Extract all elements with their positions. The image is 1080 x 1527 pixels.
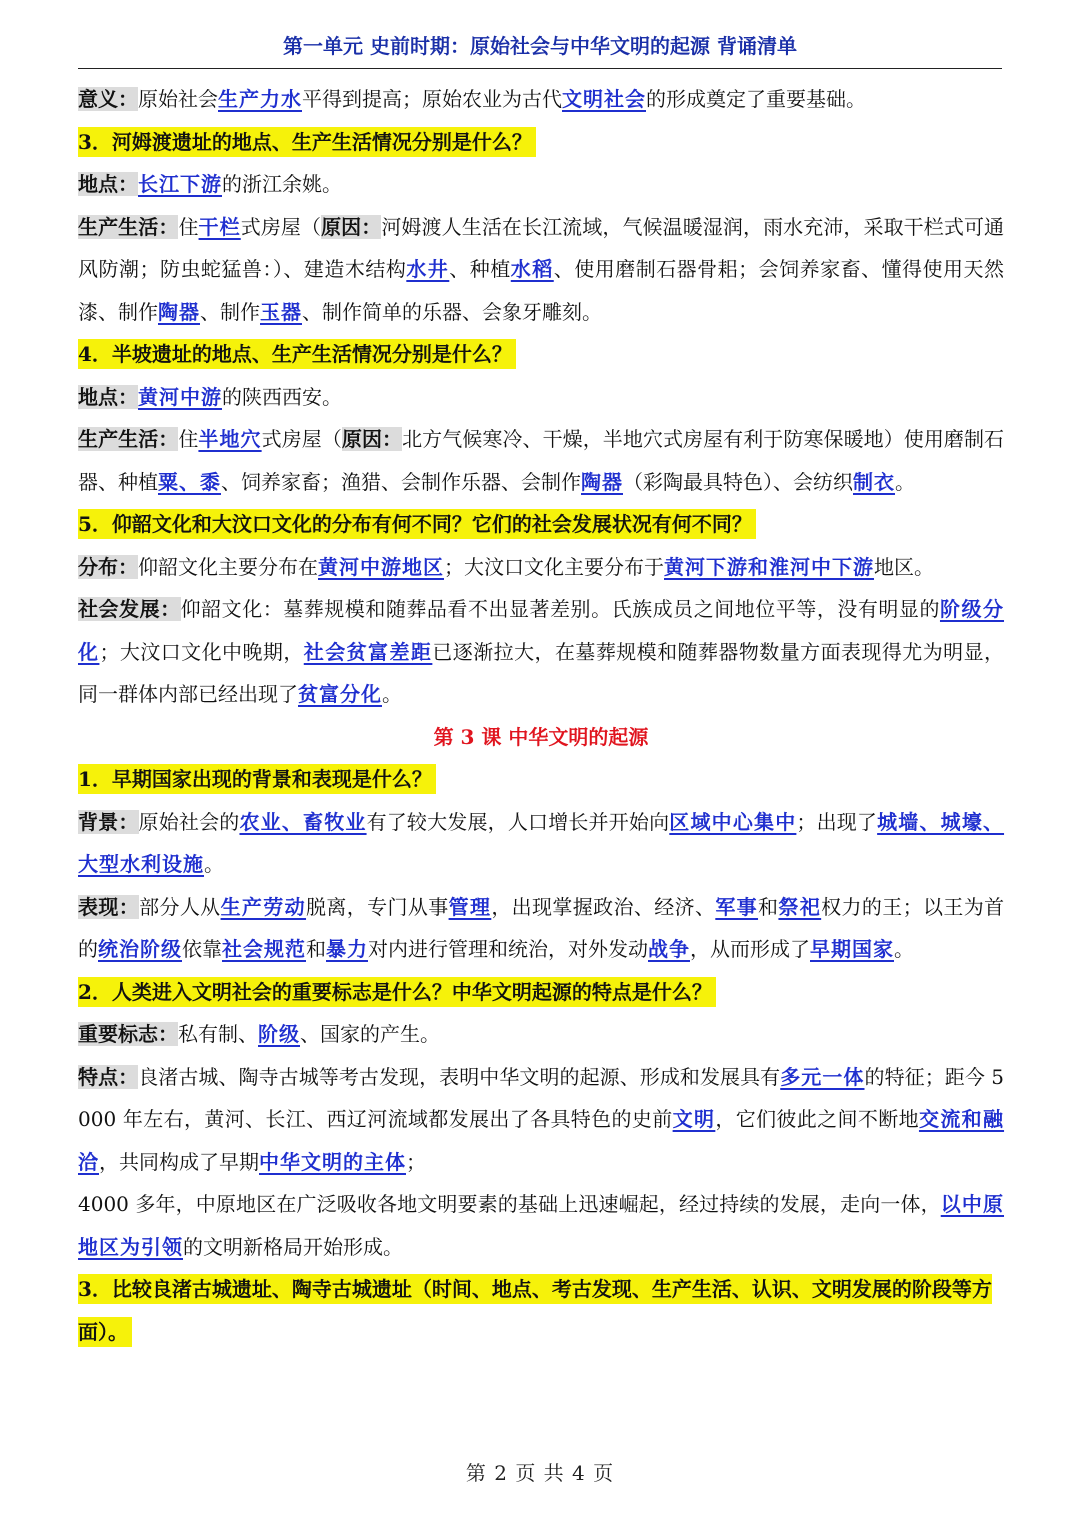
answer-blank: 黄河下游和淮河中下游: [664, 554, 874, 579]
text: 式房屋（: [240, 214, 322, 239]
answer-blank: 农业、畜牧业: [239, 809, 367, 834]
page-header: 第一单元 史前时期：原始社会与中华文明的起源 背诵清单: [78, 30, 1002, 69]
text: 的特征；距今 5000 年左右，黄河、长江、西辽河流域都发展出了各具特色的史前: [78, 1064, 1005, 1131]
question-text: 5．仰韶文化和大汶口文化的分布有何不同？它们的社会发展状况有何不同？: [78, 509, 756, 539]
features-paragraph: [78, 1056, 1004, 1184]
text: 。: [204, 852, 224, 876]
text: 已逐渐拉大，在墓葬规模和随葬器物数量方面表现得尤为明显，同一群体内部已经出现了: [78, 639, 1005, 706]
question-4-banpo: [78, 333, 1004, 376]
answer-blank: 生产劳动: [220, 894, 307, 919]
distribution-paragraph: [78, 546, 1004, 589]
text: 仰韶文化：墓葬规模和随葬品看不出显著差别。氏族成员之间地位平等，没有明显的: [180, 597, 940, 621]
page-footer: 第 2 页 共 4 页: [465, 1461, 615, 1485]
answer-blank: 区域中心集中: [669, 809, 797, 834]
text: 私有制、: [178, 1022, 258, 1046]
text: 原始社会的: [138, 809, 240, 834]
question-text: 2．人类进入文明社会的重要标志是什么？中华文明起源的特点是什么？: [78, 977, 716, 1007]
label-background: 背景：: [78, 809, 139, 834]
text: 的陕西西安。: [222, 384, 342, 409]
question-text: 1．早期国家出现的背景和表现是什么？: [78, 764, 436, 794]
text: 、制作简单的乐器、会象牙雕刻。: [302, 299, 602, 324]
question-civilization-markers: [78, 971, 1004, 1014]
answer-blank: 以中原地区为引领: [78, 1192, 1005, 1259]
question-early-state: [78, 758, 1004, 801]
answer-blank: 统治阶级: [98, 937, 182, 961]
central-plains-paragraph: [78, 1183, 1004, 1268]
answer-blank: 干栏: [198, 214, 241, 239]
lesson-title: 第 3 课 中华文明的起源: [433, 724, 649, 749]
answer-blank: 交流和融洽: [78, 1107, 1005, 1174]
answer-blank: 阶级: [258, 1022, 300, 1046]
question-text: 3．比较良渚古城遗址、陶寺古城遗址（时间、地点、考古发现、生产生活、认识、文明发展的阶段等方面）。: [78, 1274, 992, 1347]
answer-blank: 水井: [406, 257, 450, 281]
text: 4000 多年，中原地区在广泛吸收各地文明要素的基础上迅速崛起，经过持续的发展，走向一体，: [78, 1192, 941, 1216]
answer-blank: 制衣: [853, 469, 895, 494]
text: ；大汶口文化主要分布于: [444, 554, 664, 579]
question-text: 3．河姆渡遗址的地点、生产生活情况分别是什么？: [78, 127, 536, 157]
text: 脱离，专门从事: [306, 894, 449, 919]
label-reason: 原因：: [321, 214, 382, 239]
text: ，共同构成了早期: [99, 1149, 259, 1174]
answer-blank: 中华文明的主体: [259, 1149, 406, 1174]
answer-blank: 文明社会: [562, 87, 646, 111]
text: ，它们彼此之间不断地: [715, 1107, 919, 1131]
text: 有了较大发展，人口增长并开始向: [366, 809, 670, 834]
text: 住: [178, 214, 199, 239]
text: 的文明新格局开始形成。: [183, 1234, 403, 1259]
banpo-life: [78, 418, 1004, 503]
answer-blank: 文明: [672, 1107, 716, 1131]
label-social-development: 社会发展：: [78, 597, 181, 621]
text: 和: [306, 937, 326, 961]
text: 北方气候寒冷、干燥，半地穴式房屋有利于防寒保暖地）使用磨制石器、种植: [78, 427, 1005, 494]
question-liangzhu-taosi: [78, 1268, 1004, 1353]
text: 、使用磨制石器骨耜；会饲养家畜、懂得使用天然漆、制作: [78, 257, 1005, 324]
answer-blank: 暴力: [326, 937, 368, 961]
text: 、种植: [449, 257, 511, 281]
text: 、国家的产生。: [300, 1022, 440, 1046]
question-3-hemudu: [78, 121, 1004, 164]
text: ；大汶口文化中晚期，: [99, 639, 304, 664]
answer-blank: 阶级分化: [78, 597, 1005, 664]
banpo-location: [78, 376, 1004, 419]
answer-blank: 陶器: [581, 469, 623, 494]
text: ；: [406, 1149, 426, 1174]
answer-blank: 祭祀: [778, 894, 822, 919]
answer-blank: 贫富分化: [298, 682, 382, 706]
label-manifestation: 表现：: [78, 894, 140, 919]
label-production-life: 生产生活：: [78, 427, 179, 451]
text: 权力的王；以王为首的: [78, 894, 1005, 961]
answer-blank: 粟、黍: [158, 469, 221, 494]
text: 仰韶文化主要分布在: [138, 554, 318, 579]
answer-blank: 陶器: [158, 299, 200, 324]
answer-blank: 社会规范: [222, 937, 306, 961]
text: 、制作: [200, 299, 260, 324]
markers-paragraph: [78, 1013, 1004, 1056]
answer-blank: 管理: [448, 894, 492, 919]
text: 依靠: [182, 937, 222, 961]
question-text: 4．半坡遗址的地点、生产生活情况分别是什么？: [78, 339, 516, 369]
text: 河姆渡人生活在长江流域，气候温暖湿润，雨水充沛，采取干栏式可通风防潮；防虫蛇猛兽：）、建造木结构: [78, 214, 1005, 281]
answer-blank: 早期国家: [810, 937, 894, 961]
background-paragraph: [78, 801, 1004, 886]
answer-blank: 多元一体: [780, 1064, 865, 1089]
text: 。: [382, 682, 402, 706]
answer-blank: 黄河中游: [138, 384, 222, 409]
label-significance: 意义：: [78, 87, 138, 111]
text: 良渚古城、陶寺古城等考古发现，表明中华文明的起源、形成和发展具有: [138, 1064, 781, 1089]
text: 和: [758, 894, 779, 919]
answer-blank: 军事: [715, 894, 759, 919]
text: 的形成奠定了重要基础。: [646, 87, 866, 111]
social-development-paragraph: [78, 588, 1004, 716]
label-features: 特点：: [78, 1064, 139, 1089]
label-distribution: 分布：: [78, 554, 138, 579]
manifestation-paragraph: [78, 886, 1004, 971]
document-body: [78, 78, 1004, 1353]
label-location: 地点：: [78, 172, 138, 196]
answer-blank: 战争: [648, 937, 690, 961]
label-production-life: 生产生活：: [78, 214, 179, 239]
text: （彩陶最具特色）、会纺织: [623, 469, 853, 494]
text: 。: [894, 937, 914, 961]
answer-blank: 黄河中游地区: [318, 554, 444, 579]
text: ，从而形成了: [690, 937, 810, 961]
text: 住: [178, 427, 199, 451]
text: ；出现了: [796, 809, 878, 834]
text: 式房屋（: [261, 427, 342, 451]
hemudu-life: [78, 206, 1004, 334]
answer-blank: 城墙、城壕、大型水利设施: [78, 809, 1005, 876]
answer-blank: 社会贫富差距: [303, 639, 433, 664]
question-5-yangshao-dawenkou: [78, 503, 1004, 546]
answer-blank: 半地穴: [198, 427, 262, 451]
text: 部分人从: [139, 894, 221, 919]
label-location: 地点：: [78, 384, 138, 409]
text: 原始社会: [138, 87, 218, 111]
text: 地区。: [874, 554, 934, 579]
text: ，出现掌握政治、经济、: [491, 894, 716, 919]
text: 。: [895, 469, 915, 494]
text: 、饲养家畜；渔猎、会制作乐器、会制作: [221, 469, 581, 494]
answer-blank: 玉器: [260, 299, 302, 324]
text: 平得到提高；原始农业为古代: [302, 87, 562, 111]
answer-blank: 长江下游: [138, 172, 222, 196]
label-reason: 原因：: [341, 427, 403, 451]
answer-blank: 水稻: [510, 257, 554, 281]
text: 的浙江余姚。: [222, 172, 342, 196]
text: 对内进行管理和统治，对外发动: [368, 937, 648, 961]
answer-blank: 生产力水: [218, 87, 302, 111]
label-important-markers: 重要标志：: [78, 1022, 178, 1046]
hemudu-location: [78, 163, 1004, 206]
significance-paragraph: [78, 78, 1004, 121]
